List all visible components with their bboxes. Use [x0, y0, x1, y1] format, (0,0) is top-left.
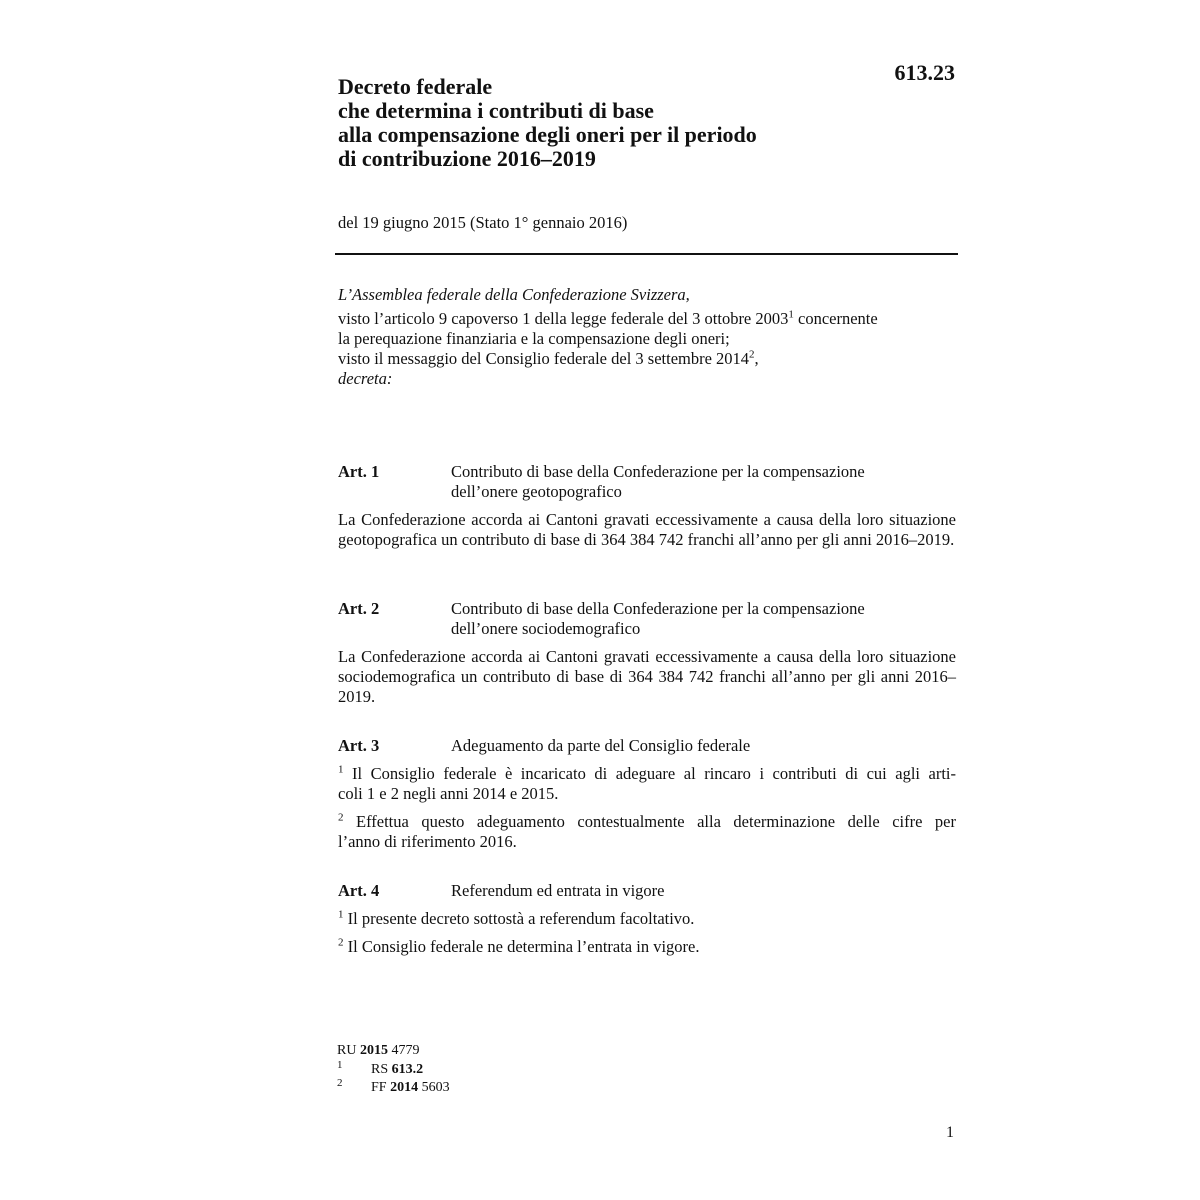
official-collection-ref: RU 2015 4779: [337, 1043, 420, 1058]
article-title: Contributo di base della Confederazione per la compensazione dell’onere sociodemografico: [451, 599, 865, 638]
page-number: 1: [946, 1124, 954, 1141]
article-3: [338, 736, 956, 852]
paragraph-number: 2: [338, 936, 344, 949]
article-number: Art. 3: [338, 736, 380, 755]
footnote-ref[interactable]: 1: [788, 308, 794, 321]
preamble-decree: decreta:: [338, 369, 393, 388]
footnote: [337, 1077, 450, 1096]
preamble: [338, 285, 958, 389]
article-4: [338, 881, 956, 957]
footnote-ref[interactable]: 2: [749, 348, 755, 361]
paragraph-number: 1: [338, 763, 344, 776]
title-line: che determina i contributi di base: [338, 98, 654, 123]
article-heading: [338, 881, 956, 901]
title-line: Decreto federale: [338, 74, 493, 99]
footnote: [337, 1059, 424, 1078]
paragraph-number: 1: [338, 908, 344, 921]
article-number: Art. 1: [338, 462, 380, 481]
article-2: [338, 599, 956, 707]
article-number: Art. 4: [338, 881, 380, 900]
article-heading: [338, 462, 956, 502]
title-line: di contribuzione 2016–2019: [338, 146, 596, 171]
article-1: [338, 462, 956, 550]
preamble-line: visto il messaggio del Consiglio federale del 3 settembre 2014$^2$,: [338, 348, 759, 368]
article-paragraph: La Confederazione accorda ai Cantoni gravati eccessivamente a causa della loro situazione geotopografica un contributo di base di 364 384 742 franchi all’anno per gli anni 2016–2019.: [338, 510, 956, 549]
document-title: [338, 75, 858, 171]
sr-number: 613.23: [894, 60, 955, 85]
article-paragraph: $^2$ Il Consiglio federale ne determina l’entrata in vigore.: [338, 936, 700, 956]
article-title: Referendum ed entrata in vigore: [451, 881, 665, 900]
footnote-number: 2: [337, 1077, 343, 1089]
article-heading: [338, 736, 956, 756]
header-divider: [335, 253, 958, 255]
article-paragraph: La Confederazione accorda ai Cantoni gravati eccessivamente a causa della loro situazione sociodemografica un contributo di base di 364 384 742 franchi all’anno per gli anni 2016–2019.: [338, 647, 956, 706]
article-title: Contributo di base della Confederazione per la compensazione dell’onere geotopografico: [451, 462, 865, 501]
footnote-text[interactable]: FF 2014 5603: [371, 1080, 450, 1095]
preamble-line: la perequazione finanziaria e la compensazione degli oneri;: [338, 329, 730, 348]
footnote-text[interactable]: RS 613.2: [371, 1062, 424, 1077]
article-number: Art. 2: [338, 599, 380, 618]
article-paragraph: $^2$ Effettua questo adeguamento contestualmente alla determinazione delle cifre per l’anno di riferimento 2016.: [338, 811, 956, 851]
paragraph-number: 2: [338, 811, 344, 824]
article-paragraph: $^1$ Il presente decreto sottostà a referendum facoltativo.: [338, 908, 695, 928]
article-heading: [338, 599, 956, 639]
title-line: alla compensazione degli oneri per il periodo: [338, 122, 757, 147]
article-paragraph: $^1$ Il Consiglio federale è incaricato di adeguare al rincaro i contributi di cui agli arti- coli 1 e 2 negli anni 2014 e 2015.: [338, 763, 956, 803]
preamble-authority: L’Assemblea federale della Confederazione Svizzera,: [338, 285, 690, 304]
document-date: del 19 giugno 2015 (Stato 1° gennaio 2016): [338, 213, 628, 232]
article-title: Adeguamento da parte del Consiglio federale: [451, 736, 751, 755]
footnote-number: 1: [337, 1059, 343, 1071]
preamble-line: visto l’articolo 9 capoverso 1 della legge federale del 3 ottobre 2003$^1$ concernente: [338, 308, 878, 328]
